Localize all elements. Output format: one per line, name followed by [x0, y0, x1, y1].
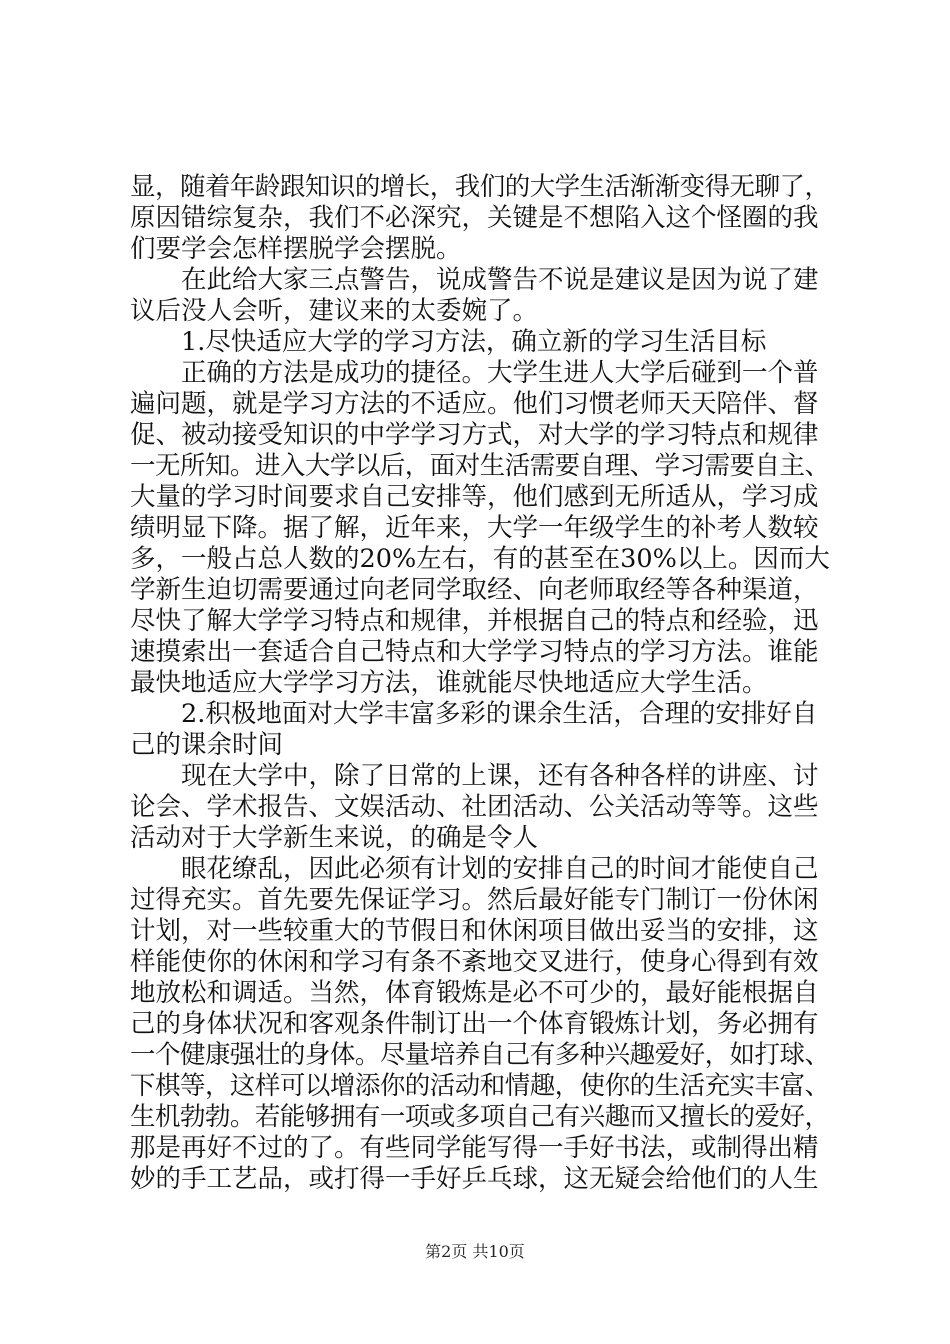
text-line: 一无所知。进入大学以后，面对生活需要自理、学习需要自主、	[130, 451, 830, 481]
text-line: 下棋等，这样可以增添你的活动和情趣，使你的生活充实丰富、	[130, 1071, 830, 1101]
text-line: 1.尽快适应大学的学习方法，确立新的学习生活目标	[130, 327, 767, 357]
text-line: 绩明显下降。据了解，近年来，大学一年级学生的补考人数较	[130, 513, 819, 543]
text-line: 在此给大家三点警告，说成警告不说是建议是因为说了建	[130, 265, 819, 295]
text-line: 学新生迫切需要通过向老同学取经、向老师取经等各种渠道，	[130, 575, 819, 605]
text-line: 遍问题，就是学习方法的不适应。他们习惯老师天天陪伴、督	[130, 389, 819, 419]
text-line: 己的课余时间	[130, 730, 284, 760]
text-line: 样能使你的休闲和学习有条不紊地交叉进行，使身心得到有效	[130, 947, 819, 977]
text-line: 活动对于大学新生来说，的确是令人	[130, 823, 539, 853]
text-line: 们要学会怎样摆脱学会摆脱。	[130, 234, 462, 264]
text-line: 地放松和调适。当然，体育锻炼是必不可少的，最好能根据自	[130, 978, 819, 1008]
text-line: 一个健康强壮的身体。尽量培养自己有多种兴趣爱好，如打球、	[130, 1040, 830, 1070]
text-line: 过得充实。首先要先保证学习。然后最好能专门制订一份休闲	[130, 885, 819, 915]
body-text	[130, 172, 830, 1195]
text-line: 计划，对一些较重大的节假日和休闲项目做出妥当的安排，这	[130, 916, 819, 946]
text-line: 眼花缭乱，因此必须有计划的安排自己的时间才能使自己	[130, 854, 819, 884]
page-footer: 第2页 共10页	[425, 1242, 525, 1261]
text-line: 议后没人会听，建议来的太委婉了。	[130, 296, 539, 326]
text-line: 大量的学习时间要求自己安排等，他们感到无所适从，学习成	[130, 482, 819, 512]
text-line: 速摸索出一套适合自己特点和大学学习特点的学习方法。谁能	[130, 637, 819, 667]
text-line: 多，一般占总人数的20%左右，有的甚至在30%以上。因而大	[130, 544, 830, 574]
text-line: 那是再好不过的了。有些同学能写得一手好书法，或制得出精	[130, 1133, 819, 1163]
text-line: 现在大学中，除了日常的上课，还有各种各样的讲座、讨	[130, 761, 819, 791]
text-line: 显，随着年龄跟知识的增长，我们的大学生活渐渐变得无聊了，	[130, 172, 830, 202]
text-line: 促、被动接受知识的中学学习方式，对大学的学习特点和规律	[130, 420, 819, 450]
text-line: 尽快了解大学学习特点和规律，并根据自己的特点和经验，迅	[130, 606, 819, 636]
text-line: 己的身体状况和客观条件制订出一个体育锻炼计划，务必拥有	[130, 1009, 819, 1039]
text-line: 最快地适应大学学习方法，谁就能尽快地适应大学生活。	[130, 668, 768, 698]
text-line: 原因错综复杂，我们不必深究，关键是不想陷入这个怪圈的我	[130, 203, 819, 233]
text-line: 2.积极地面对大学丰富多彩的课余生活，合理的安排好自	[130, 699, 818, 729]
text-line: 正确的方法是成功的捷径。大学生进人大学后碰到一个普	[130, 358, 819, 388]
text-line: 生机勃勃。若能够拥有一项或多项自己有兴趣而又擅长的爱好，	[130, 1102, 830, 1132]
text-line: 论会、学术报告、文娱活动、社团活动、公关活动等等。这些	[130, 792, 819, 822]
text-line: 妙的手工艺品，或打得一手好乒乓球，这无疑会给他们的人生	[130, 1164, 819, 1194]
